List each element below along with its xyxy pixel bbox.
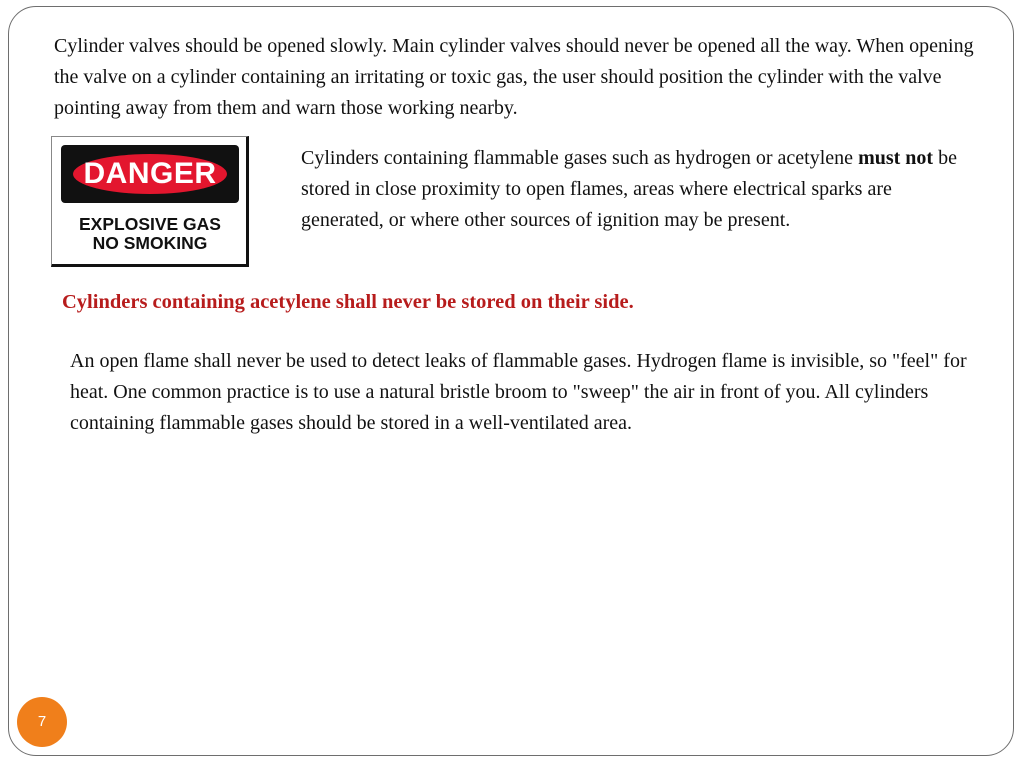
flammable-storage-paragraph [301,143,971,236]
flammable-storage-text-end: be stored in close proximity to open flames, areas where electrical sparks are generated, or where other sources of ignition may be present. [301,147,957,231]
valve-opening-paragraph: Cylinder valves should be opened slowly. Main cylinder valves should never be opened all the way. When opening the valve on a cylinder containing an irritating or toxic gas, the user should position the cylinder with the valve pointing away from them and warn those working nearby. [54,35,974,119]
danger-sign-header [61,145,239,203]
acetylene-warning: Cylinders containing acetylene shall never be stored on their side. [62,291,634,313]
leak-detection-paragraph: An open flame shall never be used to detect leaks of flammable gases. Hydrogen flame is invisible, so "feel" for heat. One common practice is to use a natural bristle broom to "sweep" the air in front of you. All cylinders containing flammable gases should be stored in a well-ventilated area. [70,350,967,434]
danger-sign-line-explosive-gas: EXPLOSIVE GAS [79,214,221,234]
danger-sign-title: DANGER [73,154,227,194]
page-number-badge: 7 [17,697,67,747]
must-not-emphasis: must not [858,147,934,169]
danger-sign-image [51,136,249,267]
danger-sign-line-no-smoking: NO SMOKING [92,233,208,253]
flammable-storage-text-start: Cylinders containing flammable gases such as hydrogen or acetylene [301,147,859,169]
